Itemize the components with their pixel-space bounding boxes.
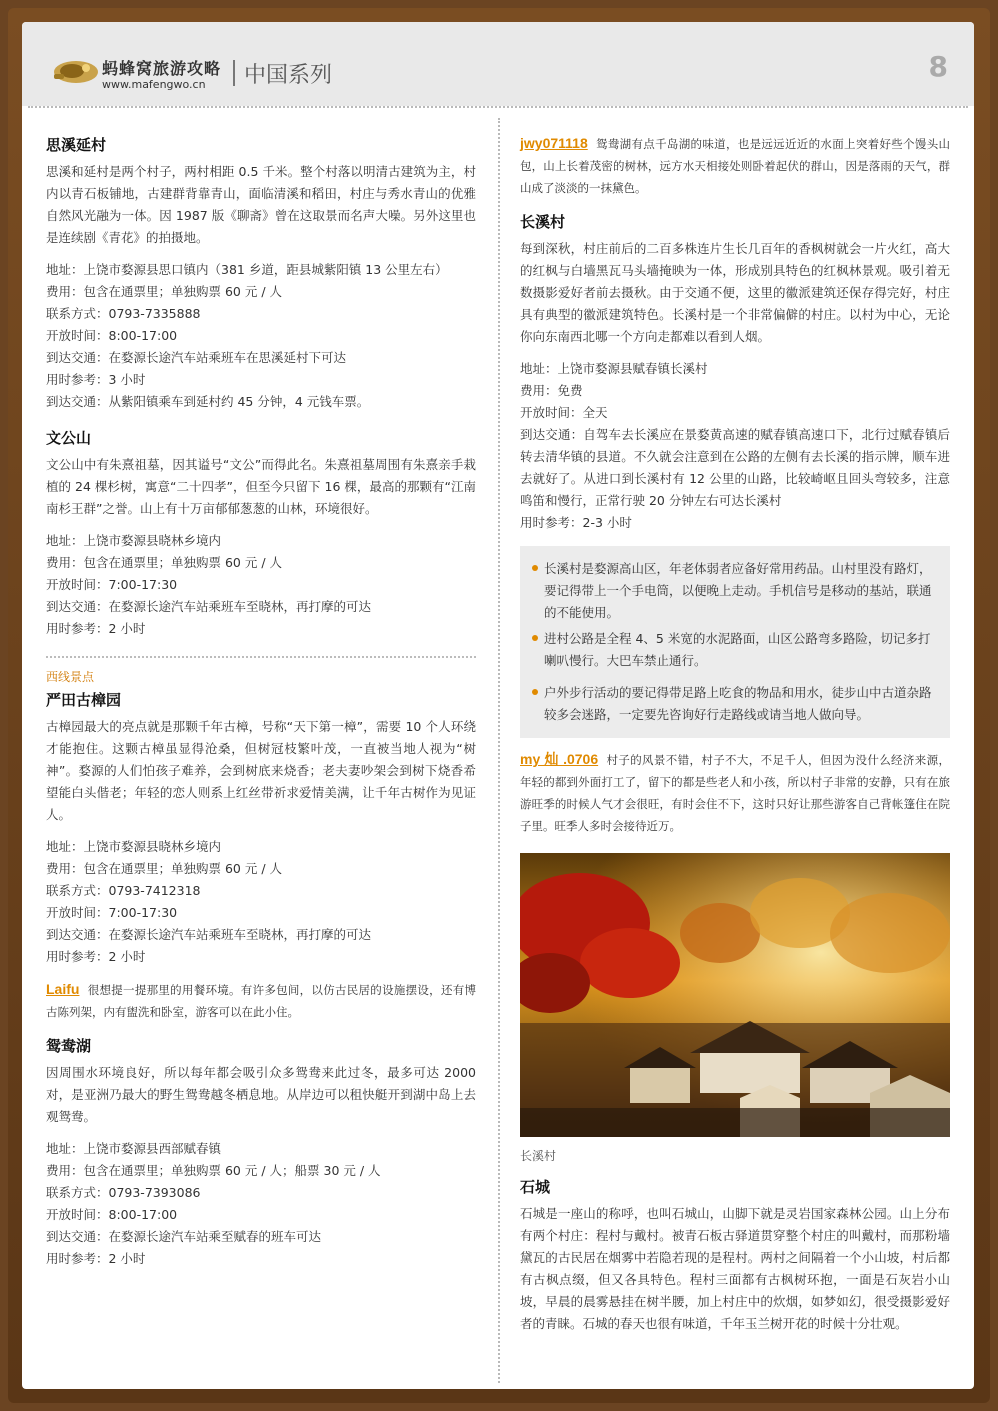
section-sixi — [46, 134, 476, 413]
user-comment — [520, 132, 950, 199]
page-header — [22, 22, 974, 106]
info-block — [46, 530, 476, 640]
section-body: 因周围水环境良好，所以每年都会吸引众多鸳鸯来此过冬，最多可达 2000 对，是亚洲乃最大的野生鸳鸯越冬栖息地。从岸边可以租快艇开到湖中岛上去观鸳鸯。 — [46, 1065, 476, 1124]
info-line: 到达交通：在婺源长途汽车站乘班车在思溪延村下可达 — [46, 350, 347, 365]
header-divider — [28, 106, 968, 108]
info-line: 开放时间：全天 — [520, 405, 608, 420]
section-title: 长溪村 — [520, 213, 566, 231]
section-body: 每到深秋，村庄前后的二百多株连片生长几百年的香枫树就会一片火红，高大的红枫与白墙黑瓦马头墙掩映为一体，形成别具特色的红枫林景观。吸引着无数摄影爱好者前去摄秋。由于交通不便，这里的徽派建筑还保存得完好，村庄具有典型的徽派建筑特色。长溪村是一个非常偏僻的村庄。以村为中心，无论你向东南西北哪一个方向走都难以看到人烟。 — [520, 241, 950, 344]
info-line: 费用：包含在通票里；单独购票 60 元 / 人；船票 30 元 / 人 — [46, 1163, 381, 1178]
tip-item — [534, 682, 938, 726]
page-number: 8 — [928, 50, 948, 83]
series-title: 中国系列 — [244, 63, 333, 88]
user-comment — [46, 978, 476, 1023]
section-yantian — [46, 689, 476, 968]
village-photo — [520, 853, 950, 1137]
bullet-icon — [532, 635, 538, 641]
left-column — [46, 122, 476, 1270]
info-line: 用时参考：2 小时 — [46, 621, 146, 636]
info-line: 费用：免费 — [520, 383, 583, 398]
info-line: 联系方式：0793-7412318 — [46, 883, 201, 898]
info-line: 费用：包含在通票里；单独购票 60 元 / 人 — [46, 861, 283, 876]
comment-username[interactable]: jwy071118 — [520, 135, 588, 151]
tip-item — [534, 628, 938, 672]
section-body: 石城是一座山的称呼，也叫石城山，山脚下就是灵岩国家森林公园。山上分布有两个村庄：程村与戴村。被青石板古驿道贯穿整个村庄的叫戴村，而那粉墙黛瓦的古民居在烟雾中若隐若现的是程村。两村之间隔着一个小山坡，村后都有古枫点缀，但又各具特色。程村三面都有古枫树环抱，一面是石灰岩小山坡，早晨的晨雾悬挂在树半腰，加上村庄中的炊烟，如梦如幻，很受摄影爱好者的青睐。石城的春天也很有味道，千年玉兰树开花的时候十分壮观。 — [520, 1206, 950, 1331]
tip-text: 长溪村是婺源高山区，年老体弱者应备好常用药品。山村里没有路灯，要记得带上一个手电筒，以便晚上走动。手机信号是移动的基站，联通的不能使用。 — [544, 561, 932, 620]
section-divider — [46, 656, 476, 658]
tip-text: 进村公路是全程 4、5 米宽的水泥路面，山区公路弯多路险，切记多打喇叭慢行。大巴车禁止通行。 — [544, 631, 931, 668]
info-line: 地址：上饶市婺源县晓林乡境内 — [46, 839, 222, 854]
comment-username[interactable]: my 灿 .0706 — [520, 751, 599, 767]
page — [22, 22, 974, 1389]
right-column — [520, 116, 950, 1335]
section-title: 严田古樟园 — [46, 691, 122, 709]
section-title: 思溪延村 — [46, 136, 107, 154]
bullet-icon — [532, 565, 538, 571]
section-title: 鸳鸯湖 — [46, 1037, 92, 1055]
comment-text: 鸳鸯湖有点千岛湖的味道，也是远远近近的水面上突着好些个馒头山包，山上长着茂密的树林，远方水天相接处则卧着起伏的群山，因是落雨的天气，群山成了淡淡的一抹黛色。 — [520, 137, 950, 195]
section-body: 古樟园最大的亮点就是那颗千年古樟，号称“天下第一樟”，需要 10 个人环绕才能抱住。这颗古樟虽显得沧桑，但树冠枝繁叶茂，一直被当地人视为“树神”。婺源的人们怕孩子难养，会到树底来烧香；老夫妻吵架会到树下烧香希望能白头偕老；年轻的恋人则系上红丝带祈求爱情美满，让千年古树作为见证人。 — [46, 719, 476, 822]
column-divider — [498, 118, 500, 1383]
tips-box — [520, 546, 950, 738]
section-body: 思溪和延村是两个村子，两村相距 0.5 千米。整个村落以明清古建筑为主，村内以青石板铺地，古建群背靠青山，面临清溪和稻田，村庄与秀水青山的优雅自然风光融为一体。因 1987 版《聊斋》曾在这取景而名声大噪。另外这里也是连续剧《青花》的拍摄地。 — [46, 164, 476, 245]
brand-url: www.mafengwo.cn — [102, 78, 206, 91]
bullet-icon — [532, 689, 538, 695]
info-line: 到达交通：在婺源长途汽车站乘班车至晓林，再打摩的可达 — [46, 927, 372, 942]
info-line: 联系方式：0793-7393086 — [46, 1185, 201, 1200]
info-line: 开放时间：7:00-17:30 — [46, 577, 178, 592]
info-line: 用时参考：2-3 小时 — [520, 515, 632, 530]
info-line: 开放时间：8:00-17:00 — [46, 1207, 178, 1222]
info-line: 地址：上饶市婺源县赋春镇长溪村 — [520, 361, 708, 376]
info-line: 地址：上饶市婺源县西部赋春镇 — [46, 1141, 222, 1156]
info-line: 地址：上饶市婺源县思口镇内（381 乡道，距县城紫阳镇 13 公里左右） — [46, 262, 448, 277]
photo-caption: 长溪村 — [520, 1149, 557, 1163]
info-line: 开放时间：8:00-17:00 — [46, 328, 178, 343]
section-title: 石城 — [520, 1178, 551, 1196]
section-shicheng — [520, 1176, 950, 1335]
header-separator — [233, 60, 235, 86]
info-line: 到达交通：在婺源长途汽车站乘班车至晓林，再打摩的可达 — [46, 599, 372, 614]
comment-text: 很想提一提那里的用餐环境。有许多包间，以仿古民居的设施摆设，还有博古陈列架，内有盥洗和卧室，游客可以在此小住。 — [46, 983, 476, 1019]
info-line: 用时参考：2 小时 — [46, 1251, 146, 1266]
info-line: 到达交通：从紫阳镇乘车到延村约 45 分钟，4 元钱车票。 — [46, 394, 370, 409]
comment-username[interactable]: Laifu — [46, 981, 80, 997]
mafengwo-logo-icon — [50, 56, 100, 86]
info-line: 用时参考：2 小时 — [46, 949, 146, 964]
info-transport: 到达交通：自驾车去长溪应在景婺黄高速的赋春镇高速口下，北行过赋春镇后转去清华镇的县道。不久就会注意到在公路的左侧有去长溪的指示牌，顺车进去就好了。从进口到长溪村有 12 公里的山路，比较崎岖且回头弯较多，注意鸣笛和慢行，正常行驶 20 分钟左右可达长溪村 — [520, 427, 950, 508]
comment-text: 村子的风景不错，村子不大，不足千人，但因为没什么经济来源，年轻的都到外面打工了，留下的都是些老人和小孩，所以村子非常的安静，只有在旅游旺季的时候人气才会很旺，有时会住不下，这时只好让那些游客自己背帐篷住在院子里。旺季人多时会接待近万。 — [520, 753, 950, 833]
tip-text: 户外步行活动的要记得带足路上吃食的物品和用水，徒步山中古道杂路较多会迷路，一定要先咨询好行走路线或请当地人做向导。 — [544, 685, 932, 722]
info-line: 费用：包含在通票里；单独购票 60 元 / 人 — [46, 555, 283, 570]
tip-item — [534, 558, 938, 624]
section-title: 文公山 — [46, 429, 92, 447]
info-block — [520, 358, 950, 534]
info-block — [46, 836, 476, 968]
info-block — [46, 259, 476, 413]
section-changxi — [520, 211, 950, 534]
info-line: 费用：包含在通票里；单独购票 60 元 / 人 — [46, 284, 283, 299]
section-yuanyang — [46, 1035, 476, 1270]
section-wengong — [46, 427, 476, 640]
user-comment — [520, 748, 950, 837]
info-line: 开放时间：7:00-17:30 — [46, 905, 178, 920]
info-line: 到达交通：在婺源长途汽车站乘至赋春的班车可达 — [46, 1229, 322, 1244]
info-block — [46, 1138, 476, 1270]
section-kicker: 西线景点 — [46, 670, 95, 684]
info-line: 联系方式：0793-7335888 — [46, 306, 201, 321]
brand-name: 蚂蜂窝旅游攻略 — [102, 59, 222, 78]
info-line: 用时参考：3 小时 — [46, 372, 146, 387]
info-line: 地址：上饶市婺源县晓林乡境内 — [46, 533, 222, 548]
section-body: 文公山中有朱熹祖墓，因其谥号“文公”而得此名。朱熹祖墓周围有朱熹亲手栽植的 24 棵杉树，寓意“二十四孝”，但至今只留下 16 棵，最高的那颗有“江南南杉王群”之誉。山上有十万亩郁郁葱葱的山林，环境很好。 — [46, 457, 476, 516]
